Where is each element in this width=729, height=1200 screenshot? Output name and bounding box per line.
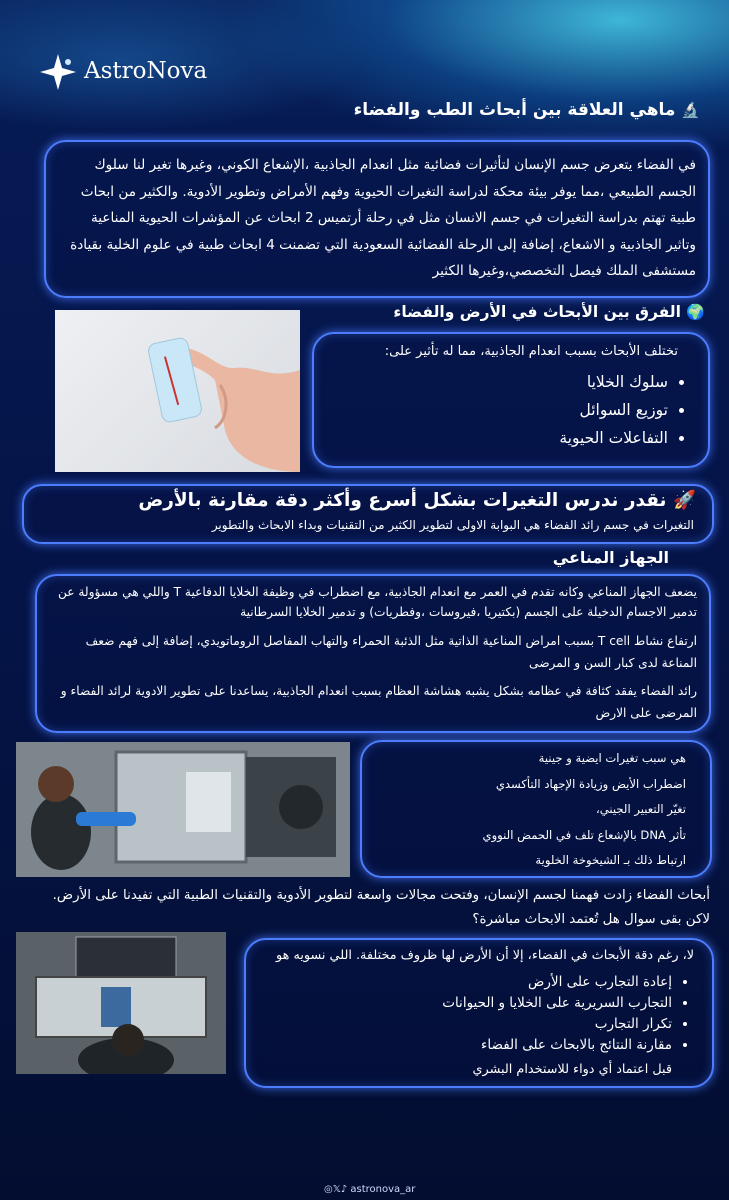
difference-lead: تختلف الأبحاث بسبب انعدام الجاذبية، مما له تأثير على: (384, 344, 678, 359)
banner-title: نقدر ندرس التغيرات بشكل أسرع وأكثر دقة مقارنة بالأرض (138, 490, 667, 511)
list-item: • مقارنة النتائج بالابحاث على الفضاء (242, 1035, 672, 1056)
difference-card (312, 332, 710, 468)
tiktok-icon[interactable]: ♪ (340, 1184, 348, 1195)
list-item: تغيّر التعبير الجيني، (596, 802, 686, 816)
intro-heading: ماهي العلاقة بين أبحاث الطب والفضاء (353, 100, 676, 120)
instagram-icon[interactable]: ◎ (324, 1184, 333, 1195)
immune-p2: ارتفاع نشاط T cell بسبب امراض المناعية الذاتية مثل الذئبة الحمراء والتهاب المفاصل الروماتويدي، إضافة إلى فهم ضعف المناعة لدى كبار السن و المرضى (85, 634, 697, 670)
lab-photo (16, 742, 350, 877)
list-item: اضطراب الأيض وزيادة الإجهاد التأكسدي (495, 776, 686, 791)
rocket-icon: 🚀 (672, 490, 696, 511)
list-item: هي سبب تغيرات ايضية و جينية (538, 751, 686, 765)
conclusion-text: أبحاث الفضاء زادت فهمنا لجسم الإنسان، وفتحت مجالات واسعة لتطوير الأدوية والتقنيات الطبية التي تفيدنا على الأرض. لاكن بقى سوال هل تُعتمد الابحاث مباشرة؟ (52, 888, 710, 927)
answer-card (244, 938, 714, 1088)
causes-list (376, 746, 686, 874)
intro-card (44, 140, 710, 298)
globe-icon: 🌍 (686, 303, 705, 321)
intro-body: في الفضاء يتعرض جسم الإنسان لتأثيرات فضائية مثل انعدام الجاذبية ،الإشعاع الكوني، وغيرها تغير لنا سلوك الجسم الطبيعي ،مما يوفر بيئة محكة لدراسة التغيرات الحيوية وفهم الأمراض وتطوير الأدوية. والكثير من ابحاث طبية تهتم بدراسة التغيرات في جسم الانسان مثل في رحلة أرتميس 2 ابحاث عن المؤشرات الحيوية المناعية وتاثير الجاذبية و الاشعاع، إضافة إلى الرحلة الفضائية السعودية التي تضمنت 4 ابحاث طبية في علوم الخلية بقيادة مستشفى الملك فيصل التخصصي،وغيرها الكثير (70, 157, 696, 279)
list-item: • تكرار التجارب (242, 1014, 672, 1035)
organ-chip-photo (55, 310, 300, 472)
immune-p3: رائد الفضاء يفقد كثافة في عظامه بشكل يشبه هشاشة العظام بسبب انعدام الجاذبية، يساعدنا على تطوير الادوية لرائد الفضاء و المرضى على الارض (60, 684, 697, 720)
causes-card (360, 740, 712, 878)
list-item: ارتباط ذلك بـ الشيخوخة الخلوية (535, 853, 686, 867)
brand-logo (38, 52, 218, 92)
brand-name: AstroNova (84, 58, 208, 84)
social-handle[interactable]: astronova_ar (350, 1184, 416, 1195)
x-icon[interactable]: 𝕏 (332, 1184, 341, 1195)
banner-card (22, 484, 714, 544)
answer-lead: لا، رغم دقة الأبحاث في الفضاء، إلا أن الأرض لها ظروف مختلفة. اللي نسويه هو (276, 948, 694, 963)
immune-heading: الجهاز المناعي (552, 548, 669, 567)
difference-heading-row (330, 303, 705, 331)
list-item: تأثر DNA بالإشعاع تلف في الحمض النووي (482, 827, 686, 842)
answer-footer: قبل اعتماد أي دواء للاستخدام البشري (472, 1062, 672, 1077)
list-item: • سلوك الخلايا (318, 368, 668, 396)
difference-list (318, 368, 686, 452)
glovebox-photo (16, 932, 226, 1074)
immune-p1: يضعف الجهاز المناعي وكانه تقدم في العمر مع انعدام الجاذبية، مع اضطراب في وظيفة الخلايا الدفاعية T واللي هي مسؤولة عن تدمير الاجسام الدخيلة على الجسم (بكتيريا ،فيروسات ،وفطريات) و تدمير الخلايا السرطانية (57, 585, 697, 619)
list-item: • إعادة التجارب على الأرض (242, 972, 672, 993)
intro-heading-row (330, 100, 700, 130)
list-item: • توزيع السوائل (318, 396, 668, 424)
microscope-icon: 🔬 (681, 101, 700, 119)
answer-list (242, 972, 690, 1056)
banner-subtitle: التغيرات في جسم رائد الفضاء هي البوابة الاولى لتطوير الكثير من التقنيات وبداء الابحاث والتطوير (211, 518, 694, 532)
list-item: • التجارب السريرية على الخلايا و الحيوانات (242, 993, 672, 1014)
astronaut-star-icon (38, 52, 78, 92)
banner-title-row (36, 488, 696, 514)
list-item: • التفاعلات الحيوية (318, 424, 668, 452)
social-bar (324, 1184, 434, 1198)
difference-heading: الفرق بين الأبحاث في الأرض والفضاء (393, 303, 681, 321)
immune-card (35, 574, 711, 733)
